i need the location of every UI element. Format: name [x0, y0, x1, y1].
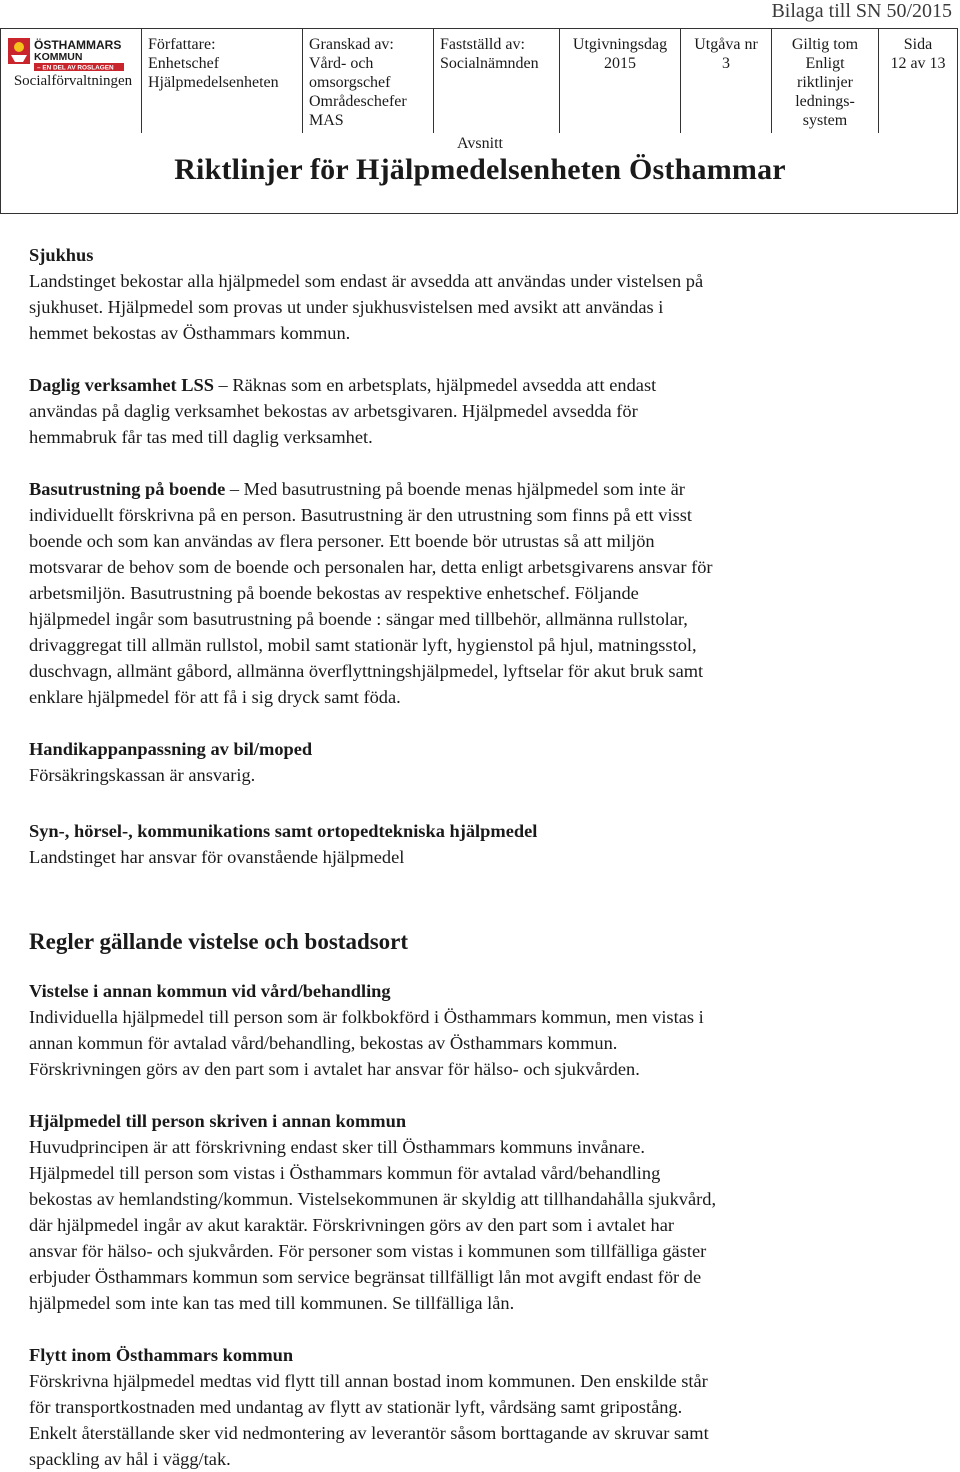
- text-line: erbjuder Östhammars kommun som service begränsat tillfälligt lån mot avgift endast för de: [29, 1267, 702, 1287]
- valid-line3: lednings-: [795, 93, 855, 110]
- reviewed-cell: [303, 29, 434, 133]
- text-line: Förskrivna hjälpmedel medtas vid flytt till annan bostad inom kommunen. Den enskilde står: [29, 1371, 708, 1391]
- heading-sjukhus: Sjukhus: [29, 245, 94, 265]
- page-number: 12 av 13: [890, 55, 946, 72]
- text-line: för transportkostnaden med undantag av flytt av stationär lyft, vårdsäng samt gripostång.: [29, 1397, 683, 1417]
- reviewed-line1: Vård- och: [309, 55, 374, 72]
- valid-line2: riktlinjer: [797, 74, 853, 91]
- page-label: Sida: [903, 36, 933, 53]
- text-line: enklare hjälpmedel för att få i sig dryck samt föda.: [29, 687, 401, 707]
- text-line: ansvar för hälso- och sjukvården. För personer som vistas i kommunen som tillfälliga gäster: [29, 1241, 707, 1261]
- heading-handikapp: Handikappanpassning av bil/moped: [29, 739, 313, 759]
- text-line: Enkelt återställande sker vid nedmontering av leverantör såsom borttagande av skruvar samt: [29, 1423, 709, 1443]
- text-line: – Med basutrustning på boende menas hjälpmedel som inte är: [225, 479, 685, 499]
- text-line: drivaggregat till allmän rullstol, mobil samt stationär lyft, hygienstol på hjul, matningsstol,: [29, 635, 697, 655]
- document-body: [29, 242, 929, 1472]
- reviewed-line3: Områdeschefer: [309, 93, 407, 110]
- text-line: där hjälpmedel ingår av akut karaktär. Förskrivningen görs av den part som i avtalet har: [29, 1215, 675, 1235]
- author-role: Enhetschef: [148, 55, 220, 72]
- text-line: hjälpmedel ingår som basutrustning på boende : sängar med tillbehör, allmänna rullstolar,: [29, 609, 688, 629]
- valid-cell: [772, 29, 879, 133]
- issue-day-label: Utgivningsdag: [572, 36, 668, 53]
- document-title: Riktlinjer för Hjälpmedelsenheten Östhammar: [174, 153, 786, 186]
- logo-tagline: – EN DEL AV ROSLAGEN: [37, 64, 114, 72]
- text-line: annan kommun för avtalad vård/behandling, bekostas av Östhammars kommun.: [29, 1033, 618, 1053]
- heading-vistelse: Vistelse i annan kommun vid vård/behandling: [29, 981, 391, 1001]
- logo-cell: [1, 29, 142, 133]
- text-line: Hjälpmedel till person som vistas i Östhammars kommun för avtalad vård/behandling: [29, 1163, 661, 1183]
- logo-brand-line2: KOMMUN: [34, 51, 83, 63]
- heading-regler: Regler gällande vistelse och bostadsort: [29, 929, 409, 954]
- approved-cell: [434, 29, 560, 133]
- heading-flytt: Flytt inom Östhammars kommun: [29, 1345, 294, 1365]
- text-line: hemmet bekostas av Östhammars kommun.: [29, 323, 351, 343]
- author-label: Författare:: [148, 36, 216, 53]
- municipality-logo: [7, 36, 137, 72]
- text-line: hjälpmedel som inte kan tas med till kommunen. Se tillfälliga lån.: [29, 1293, 515, 1313]
- author-unit: Hjälpmedelsenheten: [148, 74, 279, 91]
- text-line: individuellt förskrivna på en person. Basutrustning är den utrustning som finns på ett visst: [29, 505, 692, 525]
- heading-skriven: Hjälpmedel till person skriven i annan kommun: [29, 1111, 407, 1131]
- edition-label: Utgåva nr: [694, 36, 758, 53]
- text-line: Individuella hjälpmedel till person som är folkbokförd i Östhammars kommun, men vistas i: [29, 1007, 704, 1027]
- text-line: användas på daglig verksamhet bekostas av arbetsgivaren. Hjälpmedel avsedda för: [29, 401, 638, 421]
- text-line: Landstinget har ansvar för ovanstående hjälpmedel: [29, 847, 405, 867]
- issue-day-cell: [560, 29, 681, 133]
- text-line: Förskrivningen görs av den part som i avtalet har ansvar för hälso- och sjukvården.: [29, 1059, 640, 1079]
- reviewed-label: Granskad av:: [309, 36, 394, 53]
- section-label: Avsnitt: [457, 135, 503, 152]
- valid-label: Giltig tom: [791, 36, 859, 53]
- paragraph-daglig-first: [29, 372, 929, 398]
- text-line: motsvarar de behov som de boende och personalen har, detta enligt arbetsgivarens ansvar för: [29, 557, 713, 577]
- author-cell: [142, 29, 303, 133]
- text-line: Försäkringskassan är ansvarig.: [29, 765, 256, 785]
- document-header: [0, 28, 958, 214]
- text-line: Huvudprincipen är att förskrivning endast sker till Östhammars kommuns invånare.: [29, 1137, 645, 1157]
- text-line: bekostas av hemlandsting/kommun. Vistelsekommunen är skyldig att tillhandahålla sjukvård,: [29, 1189, 717, 1209]
- text-line: – Räknas som en arbetsplats, hjälpmedel avsedda att endast: [213, 375, 657, 395]
- attachment-label: Bilaga till SN 50/2015: [771, 0, 952, 22]
- edition-cell: [681, 29, 772, 133]
- page-cell: [879, 29, 957, 133]
- text-line: hemmabruk får tas med till daglig verksamhet.: [29, 427, 373, 447]
- text-line: arbetsmiljön. Basutrustning på boende bekostas av respektive enhetschef. Följande: [29, 583, 639, 603]
- department-name: Socialförvaltningen: [13, 73, 133, 89]
- heading-syn: Syn-, hörsel-, kommunikations samt ortopedtekniska hjälpmedel: [29, 821, 538, 841]
- lead-basutrustning: Basutrustning på boende: [29, 479, 226, 499]
- lead-daglig: Daglig verksamhet LSS: [29, 375, 214, 395]
- logo-brand-line1: ÖSTHAMMARS: [34, 38, 122, 52]
- text-line: boende och som kan användas av flera personer. Ett boende bör utrustas så att miljön: [29, 531, 655, 551]
- valid-line1: Enligt: [805, 55, 845, 72]
- reviewed-line2: omsorgschef: [309, 74, 391, 91]
- valid-line4: system: [802, 112, 848, 129]
- text-line: duschvagn, allmänt gåbord, allmänna överflyttningshjälpmedel, lyftselar för akut bruk samt: [29, 661, 704, 681]
- reviewed-line4: MAS: [309, 112, 344, 129]
- approved-label: Fastställd av:: [440, 36, 525, 53]
- edition-value: 3: [722, 55, 730, 72]
- approved-by: Socialnämnden: [440, 55, 539, 72]
- text-line: Landstinget bekostar alla hjälpmedel som endast är avsedda att användas under vistelsen på: [29, 271, 704, 291]
- text-line: spackling av hål i vägg/tak.: [29, 1449, 231, 1469]
- paragraph-basutrustning-first: [29, 476, 929, 502]
- issue-day-value: 2015: [604, 55, 636, 72]
- text-line: sjukhuset. Hjälpmedel som provas ut under sjukhusvistelsen med avsikt att användas i: [29, 297, 664, 317]
